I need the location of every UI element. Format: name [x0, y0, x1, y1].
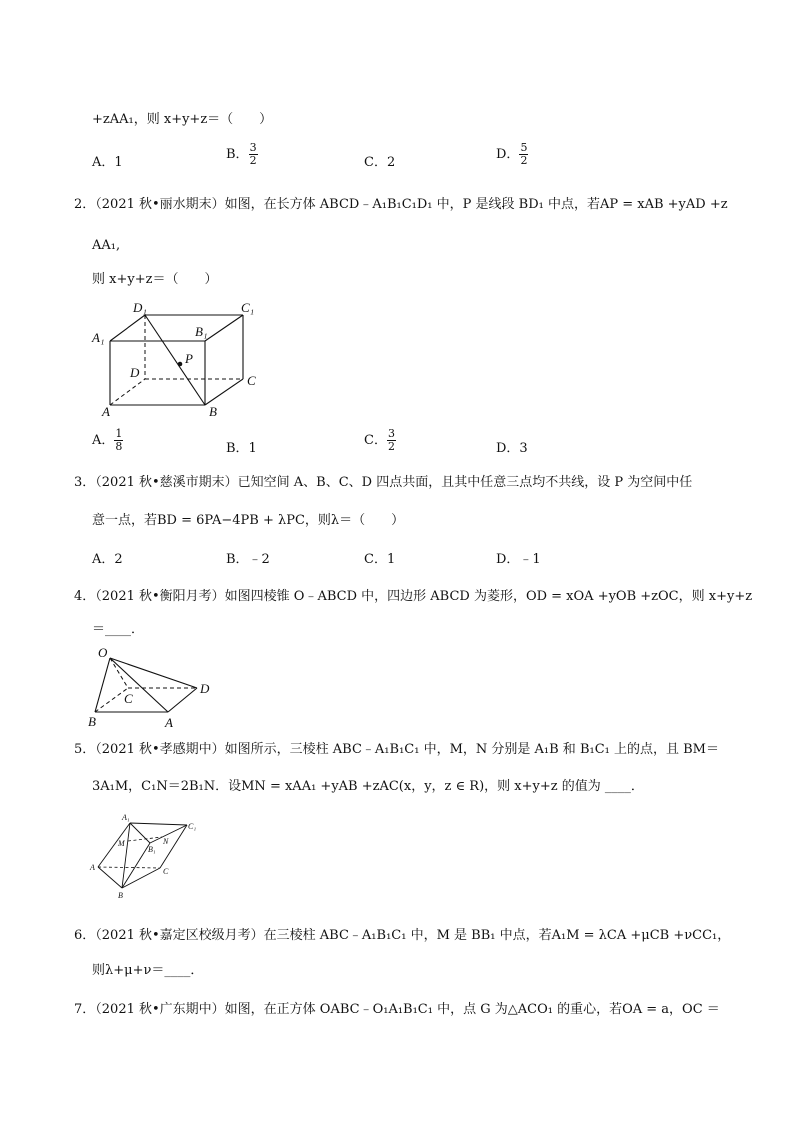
q1-option-a: A．1 — [92, 155, 123, 170]
q2-stem-line1: 2．（2021 秋•丽水期末）如图，在长方体 ABCD﹣A₁B₁C₁D₁ 中，P 是线段 BD₁ 中点，若AP = xAB +yAD +z — [74, 197, 728, 212]
q2-option-c: C． $\frac{3}{2}$ — [364, 427, 395, 453]
edge-bb1 — [122, 843, 150, 888]
label-a: A — [165, 715, 173, 730]
label-o: O — [98, 645, 108, 660]
q6-stem-line1: 6．（2021 秋•嘉定区校级月考）在三棱柱 ABC﹣A₁B₁C₁ 中，M 是 BB₁ 中点，若A₁M = λCA +μCB +νCC₁， — [74, 928, 731, 943]
label-d: D — [200, 681, 210, 696]
label-b: B — [88, 714, 96, 729]
q2-stem-line2: AA₁, — [92, 238, 121, 253]
edge-a1b1 — [130, 823, 150, 843]
label-p: P — [185, 351, 193, 366]
q4-stem-line1: 4．（2021 秋•衡阳月考）如图四棱锥 O﹣ABCD 中，四边形 ABCD 为菱形，OD = xOA +yOB +zOC，则 x+y+z — [74, 589, 753, 604]
label-m: M — [118, 839, 125, 848]
edge-ab — [98, 867, 122, 888]
q3-option-b: B．﹣2 — [226, 552, 270, 567]
label-c: C — [163, 867, 169, 876]
q7-stem-line1: 7．（2021 秋•广东期中）如图，在正方体 OABC﹣O₁A₁B₁C₁ 中，点 G 为△ACO₁ 的重心，若OA = a，OC ＝ — [74, 1002, 720, 1017]
q1-option-b: B． $\frac{3}{2}$ — [226, 141, 257, 167]
q3-stem-line1: 3．（2021 秋•慈溪市期末）已知空间 A、B、C、D 四点共面，且其中任意三点均不共线，设 P 为空间中任 — [74, 475, 693, 490]
label-a: A — [90, 863, 95, 872]
label-c: C — [247, 373, 256, 388]
label-a: A — [102, 404, 110, 419]
q2-option-d: D．3 — [496, 441, 528, 456]
q1-stem-continuation: +zAA₁，则 x+y+z＝（ ） — [92, 112, 273, 127]
q4-stem-line2: ＝____． — [92, 622, 145, 637]
q2-option-a: A． $\frac{1}{8}$ — [92, 427, 123, 453]
label-d1: D₁ — [133, 300, 147, 315]
q3-option-a: A．2 — [92, 552, 123, 567]
q6-stem-line2: 则λ+μ+ν＝____． — [92, 963, 204, 978]
label-n: N — [163, 837, 169, 846]
q2-stem-line3: 则 x+y+z＝（ ） — [92, 272, 218, 287]
q1-option-d: D． $\frac{5}{2}$ — [496, 141, 528, 167]
edge-ac-hidden — [98, 867, 160, 868]
q5-stem-line2: 3A₁M，C₁N＝2B₁N．设MN = xAA₁ +yAB +zAC(x，y，z ∈ R)，则 x+y+z 的值为 ____． — [92, 779, 644, 794]
label-b: B — [118, 891, 123, 900]
label-c1: C₁ — [241, 300, 255, 315]
q1-option-c: C．2 — [364, 155, 396, 170]
label-c1: C₁ — [188, 822, 197, 831]
label-a1: A₁ — [92, 330, 105, 345]
q3-option-c: C．1 — [364, 552, 396, 567]
label-c: C — [124, 691, 133, 706]
q3-option-d: D．﹣1 — [496, 552, 541, 567]
edge-a1c1 — [130, 823, 187, 825]
label-b: B — [209, 404, 217, 419]
q2-option-b: B．1 — [226, 441, 257, 456]
label-d: D — [130, 365, 140, 380]
label-b1: B₁ — [148, 845, 156, 854]
label-a1: A₁ — [122, 813, 130, 822]
label-b1: B₁ — [195, 324, 208, 339]
q5-stem-line1: 5．（2021 秋•孝感期中）如图所示，三棱柱 ABC﹣A₁B₁C₁ 中，M，N 分别是 A₁B 和 B₁C₁ 上的点，且 BM＝ — [74, 742, 719, 757]
q3-stem-line2: 意一点，若BD = 6PA−4PB + λPC，则λ＝（ ） — [92, 513, 405, 528]
